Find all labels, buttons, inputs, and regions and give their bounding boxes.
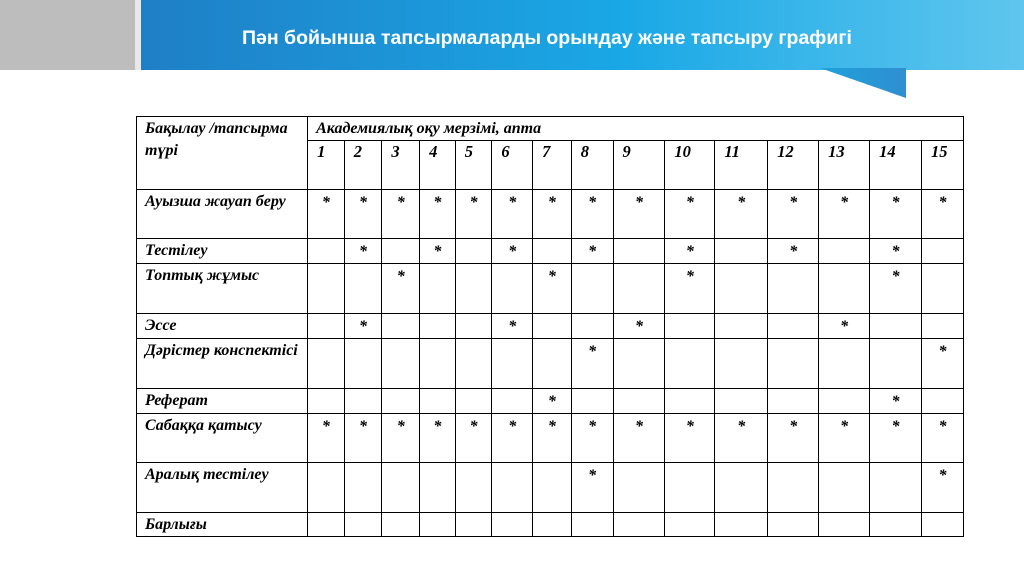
mark-cell: * [533,389,572,414]
row-label-cell: Реферат [137,389,308,414]
mark-cell: * [613,190,665,239]
mark-cell [665,389,715,414]
mark-cell [382,314,420,339]
mark-cell: * [571,414,613,463]
mark-cell: * [455,414,492,463]
mark-cell [571,389,613,414]
mark-cell [344,389,382,414]
mark-cell [870,339,922,389]
mark-cell [382,389,420,414]
mark-cell [870,463,922,513]
mark-cell [533,339,572,389]
mark-cell [613,463,665,513]
mark-cell [420,389,456,414]
mark-cell: * [921,463,963,513]
mark-cell: * [492,190,533,239]
row-label-cell: Ауызша жауап беру [137,190,308,239]
mark-cell [420,463,456,513]
mark-cell: * [382,190,420,239]
mark-cell [819,463,870,513]
mark-cell [308,314,345,339]
week-number-cell: 1 [308,141,345,190]
mark-cell [533,463,572,513]
mark-cell: * [921,190,963,239]
mark-cell [613,389,665,414]
mark-cell [819,239,870,264]
mark-cell: * [665,264,715,314]
mark-cell: * [870,389,922,414]
mark-cell [420,339,456,389]
mark-cell [768,339,819,389]
mark-cell [308,239,345,264]
mark-cell [420,513,456,537]
mark-cell: * [571,239,613,264]
mark-cell: * [382,264,420,314]
mark-cell [571,314,613,339]
table-row [137,414,964,463]
mark-cell [921,264,963,314]
mark-cell [533,314,572,339]
mark-cell: * [819,190,870,239]
mark-cell: * [870,190,922,239]
mark-cell [613,239,665,264]
mark-cell: * [665,414,715,463]
table-row [137,339,964,389]
mark-cell [455,389,492,414]
mark-cell: * [492,314,533,339]
mark-cell: * [533,190,572,239]
mark-cell [308,339,345,389]
weeks-group-header: Академиялық оқу мерзімі, апта [308,117,964,141]
mark-cell [715,389,768,414]
mark-cell [665,339,715,389]
mark-cell [420,314,456,339]
mark-cell: * [455,190,492,239]
mark-cell [768,513,819,537]
row-label-cell: Аралық тестілеу [137,463,308,513]
mark-cell: * [492,239,533,264]
mark-cell [344,339,382,389]
mark-cell [382,339,420,389]
table-row [137,190,964,239]
mark-cell: * [344,314,382,339]
mark-cell [308,264,345,314]
mark-cell [715,513,768,537]
table-row [137,239,964,264]
corner-gray-block [0,0,135,70]
mark-cell: * [870,264,922,314]
mark-cell: * [768,190,819,239]
mark-cell: * [492,414,533,463]
row-label-cell: Топтық жұмыс [137,264,308,314]
mark-cell: * [571,190,613,239]
mark-cell: * [420,414,456,463]
mark-cell: * [768,239,819,264]
mark-cell [665,513,715,537]
week-number-cell: 12 [768,141,819,190]
mark-cell: * [819,314,870,339]
mark-cell [533,513,572,537]
mark-cell: * [420,190,456,239]
mark-cell: * [420,239,456,264]
week-number-cell: 7 [533,141,572,190]
week-number-cell: 13 [819,141,870,190]
mark-cell [715,314,768,339]
mark-cell: * [382,414,420,463]
schedule-table [136,116,964,537]
mark-cell [715,463,768,513]
mark-cell [665,463,715,513]
mark-cell: * [715,414,768,463]
mark-cell [613,513,665,537]
mark-cell: * [921,414,963,463]
row-label-cell: Тестілеу [137,239,308,264]
mark-cell: * [533,414,572,463]
mark-cell: * [571,463,613,513]
mark-cell [819,389,870,414]
mark-cell [921,239,963,264]
mark-cell [382,513,420,537]
week-number-cell: 3 [382,141,420,190]
header-row-group [137,117,964,141]
mark-cell: * [715,190,768,239]
row-label-cell: Сабаққа қатысу [137,414,308,463]
table-row [137,389,964,414]
row-label-cell: Барлығы [137,513,308,537]
week-number-cell: 14 [870,141,922,190]
week-number-cell: 4 [420,141,456,190]
mark-cell [819,264,870,314]
week-number-cell: 9 [613,141,665,190]
mark-cell [308,463,345,513]
week-number-cell: 10 [665,141,715,190]
table-row [137,463,964,513]
mark-cell [492,389,533,414]
mark-cell: * [344,239,382,264]
week-number-cell: 8 [571,141,613,190]
mark-cell [533,239,572,264]
mark-cell [492,463,533,513]
mark-cell [344,513,382,537]
mark-cell [308,389,345,414]
mark-cell [715,264,768,314]
mark-cell: * [344,190,382,239]
mark-cell [492,513,533,537]
mark-cell: * [533,264,572,314]
mark-cell: * [308,414,345,463]
mark-cell [308,513,345,537]
mark-cell [613,264,665,314]
row-label-cell: Эссе [137,314,308,339]
table-row [137,513,964,537]
mark-cell: * [308,190,345,239]
mark-cell [768,389,819,414]
week-number-cell: 6 [492,141,533,190]
mark-cell [455,339,492,389]
mark-cell [344,264,382,314]
mark-cell [870,513,922,537]
mark-cell [715,339,768,389]
mark-cell [455,239,492,264]
mark-cell: * [870,414,922,463]
mark-cell: * [819,414,870,463]
page-title: Пән бойынша тапсырмаларды орындау және тапсыру графигі [242,27,852,49]
mark-cell [455,513,492,537]
mark-cell [613,339,665,389]
mark-cell [921,314,963,339]
mark-cell [420,264,456,314]
week-number-cell: 15 [921,141,963,190]
mark-cell [455,314,492,339]
row-label-cell: Дәрістер конспектісі [137,339,308,389]
week-number-cell: 2 [344,141,382,190]
mark-cell [382,463,420,513]
mark-cell [870,314,922,339]
week-number-cell: 5 [455,141,492,190]
mark-cell [492,339,533,389]
mark-cell [819,339,870,389]
mark-cell: * [768,414,819,463]
mark-cell [768,463,819,513]
mark-cell [768,264,819,314]
mark-cell [768,314,819,339]
mark-cell: * [613,414,665,463]
mark-cell [382,239,420,264]
mark-cell: * [921,339,963,389]
mark-cell [921,389,963,414]
mark-cell: * [344,414,382,463]
mark-cell: * [571,339,613,389]
mark-cell [344,463,382,513]
mark-cell: * [613,314,665,339]
mark-cell [921,513,963,537]
mark-cell [571,513,613,537]
mark-cell: * [870,239,922,264]
corner-header-cell: Бақылау /тапсырма түрі [137,117,308,190]
mark-cell: * [665,239,715,264]
mark-cell [492,264,533,314]
week-number-cell: 11 [715,141,768,190]
banner-tab-decoration [820,68,906,98]
mark-cell: * [665,190,715,239]
table-row [137,314,964,339]
table-row [137,264,964,314]
mark-cell [571,264,613,314]
mark-cell [665,314,715,339]
mark-cell [455,264,492,314]
mark-cell [455,463,492,513]
mark-cell [819,513,870,537]
mark-cell [715,239,768,264]
